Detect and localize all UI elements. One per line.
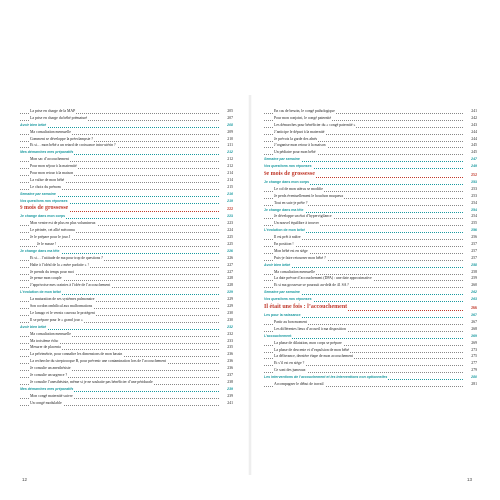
- toc-entry-page: 227: [227, 262, 233, 267]
- toc-entry-page: 214: [227, 171, 233, 176]
- toc-entry: [264, 296, 477, 303]
- toc-entry: [264, 367, 477, 374]
- left-page-toc: [20, 108, 233, 406]
- toc-entry: [20, 379, 233, 386]
- toc-entry-title: Ma troisième écho: [30, 338, 59, 343]
- toc-entry-page: 253: [471, 180, 477, 185]
- toc-entry-title: L’évolution de mon bébé: [264, 228, 306, 233]
- toc-entry-page: 219: [227, 198, 233, 203]
- toc-entry-page: 262: [471, 290, 477, 295]
- toc-entry: [20, 331, 233, 338]
- toc-entry-page: 227: [227, 269, 233, 274]
- toc-entry-title: Il était une fois : l’accouchement: [264, 304, 348, 311]
- toc-entry-title: Je change dans ma tête: [264, 207, 304, 212]
- toc-entry-page: 254: [471, 214, 477, 219]
- toc-entry-page: 257: [471, 248, 477, 253]
- toc-entry: [264, 227, 477, 234]
- toc-entry-title: Je le prépare pour le jour J: [30, 235, 71, 240]
- toc-entry-page: 223: [227, 214, 233, 219]
- toc-entry-page: 247: [471, 157, 477, 162]
- chapter-title: e mois de grossesse: [266, 171, 315, 178]
- toc-entry-title: La valise de mon bébé: [30, 177, 65, 182]
- toc-entry: [264, 262, 477, 269]
- toc-entry-title: Je pense mon couple: [30, 276, 62, 281]
- toc-entry-page: 279: [471, 368, 477, 373]
- toc-entry-page: 228: [227, 283, 233, 288]
- toc-entry-page: 212: [227, 157, 233, 162]
- toc-entry-title: Mesurer de placenta: [30, 345, 61, 350]
- toc-entry-title: Ma consultation mensuelle: [30, 129, 71, 134]
- toc-entry-title: Ce sont des jumeaux: [274, 368, 306, 373]
- toc-entry: [264, 108, 477, 115]
- toc-entry: [264, 241, 477, 248]
- toc-entry-page: 215: [227, 184, 233, 189]
- toc-entry-page: 254: [471, 200, 477, 205]
- toc-entry: [264, 115, 477, 122]
- toc-entry-page: 212: [227, 164, 233, 169]
- toc-entry-title: Vos questions nos réponses: [264, 297, 312, 302]
- toc-entry: [264, 347, 477, 354]
- toc-entry-page: 267: [471, 313, 477, 318]
- toc-entry: [20, 136, 233, 143]
- toc-entry-page: 273: [471, 347, 477, 352]
- toc-entry-title: Mon ventre est de plus en plus volumineux: [30, 221, 96, 226]
- toc-entry-page: 224: [227, 228, 233, 233]
- toc-entry: [264, 170, 477, 179]
- toc-entry: [20, 289, 233, 296]
- toc-entry-title: Je développe un état d’hypervigilance: [274, 214, 332, 219]
- toc-entry: [20, 198, 233, 205]
- chapter-title: mois de grossesse: [22, 205, 69, 212]
- toc-entry-title: Je prévois la garde des aînés: [274, 136, 318, 141]
- toc-entry-title: En position !: [274, 242, 294, 247]
- toc-entry-page: 205: [227, 109, 233, 113]
- toc-entry: [264, 149, 477, 156]
- toc-entry-page: 222: [227, 206, 233, 212]
- toc-entry: [264, 333, 477, 340]
- toc-entry-title: Je consulte un urgence ?: [30, 372, 68, 377]
- toc-entry: [264, 303, 477, 312]
- toc-entry-page: 230: [227, 317, 233, 322]
- toc-entry: [20, 358, 233, 365]
- toc-entry-page: 260: [471, 283, 477, 288]
- toc-entry-title: Mon sac d’accouchement: [30, 157, 69, 162]
- toc-entry-title: Avoir bien bébé: [20, 122, 47, 127]
- toc-entry-title: Halte à l’idéal de la « mère parfaite » !: [30, 262, 89, 267]
- toc-entry: [20, 213, 233, 220]
- toc-entry: [264, 248, 477, 255]
- toc-entry-title: Le périnée, cet allié méconnu: [30, 228, 75, 233]
- toc-entry-page: 258: [471, 262, 477, 267]
- toc-entry: [264, 319, 477, 326]
- toc-entry: [20, 317, 233, 324]
- toc-entry-page: 236: [227, 359, 233, 364]
- toc-entry-page: 263: [471, 297, 477, 302]
- toc-entry-page: 277: [471, 361, 477, 366]
- toc-entry-page: 245: [471, 150, 477, 155]
- toc-entry: [20, 220, 233, 227]
- toc-entry-page: 259: [471, 276, 477, 281]
- toc-entry-title: Pour mon retour à la maison: [30, 171, 74, 176]
- toc-entry-title: La phase de dilatation, mon corps se prépare: [274, 340, 342, 345]
- toc-entry-page: 267: [471, 319, 477, 324]
- toc-entry-title: Accompagner le début de travail: [274, 381, 324, 386]
- toc-entry: [20, 248, 233, 255]
- dot-leader: [20, 127, 219, 128]
- toc-entry: [20, 310, 233, 317]
- toc-entry-page: 249: [471, 164, 477, 169]
- toc-entry: [20, 177, 233, 184]
- toc-entry: [20, 163, 233, 170]
- toc-entry-title: Les démarches pour bénéficier du « congé paternité »: [274, 122, 356, 127]
- chapter-number: 9: [20, 206, 23, 212]
- right-page-toc: [264, 108, 477, 388]
- toc-entry-title: J’apprivoise mes craintes à l’idée de l’accouchement: [30, 283, 111, 288]
- toc-entry-title: Les pour la naissance: [264, 313, 301, 318]
- toc-entry: [20, 241, 233, 248]
- toc-entry: [264, 186, 477, 193]
- toc-entry-title: Je consulte l’anesthésiste, même si je ne souhaite pas bénéficier d’une péridurale: [30, 379, 153, 384]
- toc-entry-title: Mon bébé est en siège: [274, 248, 308, 253]
- toc-entry-page: 229: [227, 290, 233, 295]
- toc-entry: [264, 213, 477, 220]
- toc-entry: [20, 269, 233, 276]
- toc-entry-page: 268: [471, 326, 477, 331]
- toc-entry-title: Semaine par semaine: [264, 157, 300, 162]
- toc-entry: [264, 136, 477, 143]
- toc-entry-title: Et si… mon bébé a un retard de croissance intra-utérin ?: [30, 143, 116, 148]
- toc-entry-page: 232: [227, 331, 233, 336]
- toc-entry: [264, 207, 477, 214]
- toc-entry-page: 210: [227, 136, 233, 141]
- toc-entry: [20, 204, 233, 213]
- toc-entry-title: Tout en suis-je prête ?: [274, 200, 308, 205]
- toc-entry: [20, 400, 233, 407]
- toc-entry-page: 253: [471, 193, 477, 198]
- toc-entry-page: 266: [471, 305, 477, 311]
- toc-entry-page: 232: [227, 324, 233, 329]
- toc-entry-page: 275: [471, 354, 477, 359]
- toc-entry: [20, 255, 233, 262]
- toc-entry-page: 214: [227, 177, 233, 182]
- toc-entry: [20, 262, 233, 269]
- toc-entry-title: Semaine par semaine: [264, 290, 300, 295]
- toc-entry: [264, 200, 477, 207]
- dot-leader: [20, 329, 219, 330]
- toc-entry-page: 256: [471, 228, 477, 233]
- toc-entry-title: Je prends du temps pour moi: [30, 269, 74, 274]
- toc-entry: [264, 269, 477, 276]
- toc-entry: [264, 179, 477, 186]
- toc-entry-page: 230: [227, 310, 233, 315]
- book-gutter: [248, 95, 252, 475]
- toc-entry-page: 211: [227, 143, 233, 148]
- toc-entry-page: 244: [471, 129, 477, 134]
- toc-entry-page: 208: [227, 122, 233, 127]
- toc-entry: [264, 193, 477, 200]
- toc-entry-title: Et s’il est en siège ?: [274, 361, 305, 366]
- toc-entry-title: La délivrance, dernière étape de mon accouchement: [274, 354, 353, 359]
- toc-entry-title: Puis-je faire retourner mon bébé ?: [274, 255, 326, 260]
- toc-entry: [20, 142, 233, 149]
- toc-entry-title: L’évolution de mon bébé: [20, 290, 62, 295]
- toc-entry-title: En cas de besoin, le congé pathologique: [274, 109, 335, 113]
- toc-entry: [264, 282, 477, 289]
- toc-entry-page: 252: [471, 172, 477, 178]
- toc-entry: [20, 149, 233, 156]
- toc-entry-title: La prise en charge de la MAP: [30, 109, 76, 113]
- toc-entry: [20, 338, 233, 345]
- toc-entry-title: La date prévue d’accouchement (DPA) : une date approximative: [274, 276, 372, 281]
- toc-entry-title: Vos questions nos réponses: [20, 198, 68, 203]
- toc-entry-page: 256: [471, 235, 477, 240]
- dot-leader: [264, 338, 463, 339]
- toc-entry-title: Semaine par semaine: [20, 191, 56, 196]
- toc-entry-page: 241: [227, 400, 233, 405]
- toc-entry-page: 239: [227, 386, 233, 391]
- toc-entry-title: Il se prépare pour le « grand jour »: [30, 317, 83, 322]
- toc-entry: [20, 184, 233, 191]
- toc-entry: [20, 296, 233, 303]
- toc-entry: [264, 156, 477, 163]
- toc-entry-page: 258: [471, 269, 477, 274]
- toc-entry-title: J’organise mon retour à la maison: [274, 143, 326, 148]
- toc-entry: [20, 129, 233, 136]
- toc-entry: [20, 227, 233, 234]
- toc-entry-title: Partir au bon moment: [274, 319, 308, 324]
- toc-entry: [20, 393, 233, 400]
- toc-entry-page: 207: [227, 115, 233, 120]
- toc-entry-page: 269: [471, 340, 477, 345]
- toc-entry: [20, 170, 233, 177]
- toc-entry-title: J’anticipe le départ à la maternité: [274, 129, 325, 134]
- toc-entry-page: 238: [227, 379, 233, 384]
- toc-entry-title: La pelvimétrie, pour connaître les dimensions de mon bassin: [30, 352, 123, 357]
- toc-entry: [20, 191, 233, 198]
- dot-leader: [264, 267, 463, 268]
- toc-entry-title: Mes démarches mes préparatifs: [20, 386, 74, 391]
- toc-entry: [20, 365, 233, 372]
- toc-entry: [264, 381, 477, 388]
- toc-entry: [20, 386, 233, 393]
- toc-entry-title: Le lanugo et le vernix caseosa le protègent: [30, 310, 95, 315]
- toc-entry: [264, 353, 477, 360]
- toc-entry: [20, 234, 233, 241]
- toc-entry-page: 269: [471, 333, 477, 338]
- toc-entry-page: 226: [227, 248, 233, 253]
- toc-entry-page: 223: [227, 221, 233, 226]
- toc-entry-title: Le choix du prénom: [30, 184, 61, 189]
- toc-entry-page: 245: [471, 143, 477, 148]
- toc-entry-title: Les interventions de l’accouchement et les interventions non optionnelles: [264, 375, 388, 380]
- toc-entry-page: 229: [227, 304, 233, 309]
- toc-entry-page: 257: [471, 242, 477, 247]
- toc-entry: [264, 234, 477, 241]
- toc-entry: [264, 312, 477, 319]
- toc-entry-title: Ma consultation mensuelle: [274, 269, 315, 274]
- right-page-number: 13: [467, 477, 473, 482]
- toc-entry: [264, 360, 477, 367]
- toc-entry-title: Je le masse !: [37, 242, 57, 247]
- toc-entry: [20, 122, 233, 129]
- toc-entry: [20, 344, 233, 351]
- toc-entry-title: Il est prêt à naître: [274, 235, 301, 240]
- toc-entry-page: 228: [227, 276, 233, 281]
- toc-entry-title: Un pédiatre pour mon bébé: [274, 150, 316, 155]
- toc-entry-title: Pour mon conjoint, le congé paternité: [274, 115, 332, 120]
- toc-entry-page: 237: [227, 372, 233, 377]
- toc-entry: [264, 275, 477, 282]
- toc-entry-page: 236: [227, 366, 233, 371]
- toc-entry-page: 233: [227, 338, 233, 343]
- toc-entry-page: 281: [471, 381, 477, 386]
- toc-entry-title: La phase de descente et d’expulsion de mon bébé: [274, 347, 350, 352]
- toc-entry-title: La maturation de ses systèmes pulmonaire: [30, 297, 95, 302]
- toc-entry-title: Les différentes lieux d’accueil à ma disposition: [274, 326, 346, 331]
- toc-entry-title: La prise en charge du bébé prématuré: [30, 115, 88, 120]
- toc-entry-title: Son cordon ombilical aux malformations: [30, 304, 93, 309]
- toc-entry-title: Je change dans mon corps: [264, 180, 310, 185]
- toc-entry-title: L’accouchement: [264, 333, 292, 338]
- toc-entry: [264, 340, 477, 347]
- toc-entry-page: 257: [471, 255, 477, 260]
- toc-entry-title: Comment se développe la préeclampsie ?: [30, 136, 93, 141]
- toc-entry-title: Je change dans mon corps: [20, 214, 66, 219]
- toc-entry-page: 225: [227, 242, 233, 247]
- toc-entry: [264, 289, 477, 296]
- toc-entry-page: 254: [471, 207, 477, 212]
- toc-entry: [264, 163, 477, 170]
- toc-entry: [264, 326, 477, 333]
- toc-entry-page: 216: [227, 191, 233, 196]
- toc-entry: [264, 220, 477, 227]
- toc-entry-title: [264, 170, 316, 179]
- toc-entry-title: Un congé modulable: [30, 400, 62, 405]
- toc-entry: [20, 156, 233, 163]
- toc-entry-page: 236: [227, 352, 233, 357]
- toc-entry: [264, 122, 477, 129]
- toc-entry-page: 280: [471, 375, 477, 380]
- toc-entry-page: 212: [227, 150, 233, 155]
- toc-entry-page: 209: [227, 129, 233, 134]
- chapter-number: 9: [264, 172, 267, 178]
- toc-entry: [20, 275, 233, 282]
- toc-entry: [20, 324, 233, 331]
- toc-entry-page: 229: [227, 297, 233, 302]
- toc-entry-title: Mon congé maternité suivre: [30, 393, 73, 398]
- toc-entry-page: 253: [471, 186, 477, 191]
- toc-entry-page: 235: [227, 345, 233, 350]
- toc-entry-title: Ma consultation mensuelle: [30, 331, 71, 336]
- toc-entry: [20, 282, 233, 289]
- toc-entry: [20, 351, 233, 358]
- toc-entry-title: Le col de mon utérus se modifie: [274, 186, 323, 191]
- toc-entry-page: 255: [471, 221, 477, 226]
- toc-entry-page: 243: [471, 122, 477, 127]
- toc-entry: [20, 303, 233, 310]
- toc-entry: [264, 142, 477, 149]
- toc-entry-title: Pour mon séjour à la maternité: [30, 164, 77, 169]
- toc-entry-title: Avoir bien bébé: [264, 262, 291, 267]
- toc-entry-title: La recherche du streptocoque B, pour prévenir une contamination lors de l’accouchement: [30, 359, 166, 364]
- toc-entry-title: Je change dans ma tête: [20, 248, 60, 253]
- toc-entry-title: Je consulte un anesthésiste: [30, 366, 71, 371]
- toc-entry-title: Je perds éventuellement le bouchon muqueux: [274, 193, 344, 198]
- toc-entry: [264, 255, 477, 262]
- toc-entry: [20, 115, 233, 122]
- toc-entry-title: [20, 204, 69, 213]
- toc-entry: [20, 372, 233, 379]
- toc-entry-title: Et si ma grossesse se poursuit au-delà de 41 SA ?: [274, 283, 349, 288]
- toc-entry-title: Mes démarches mes préparatifs: [20, 150, 74, 155]
- toc-entry: [20, 108, 233, 115]
- toc-entry-title: Avoir bien bébé: [20, 324, 47, 329]
- left-page-number: 12: [22, 477, 28, 482]
- toc-entry: [264, 129, 477, 136]
- toc-entry-page: 244: [471, 136, 477, 141]
- toc-entry: [264, 374, 477, 381]
- toc-entry-page: 226: [227, 255, 233, 260]
- toc-entry-page: 241: [471, 109, 477, 113]
- toc-entry-page: 242: [471, 115, 477, 120]
- toc-entry-title: Et si… l’attitude de ma pour trop de questions ?: [30, 255, 103, 260]
- toc-entry-title: Vos questions nos réponses: [264, 164, 312, 169]
- toc-entry-title: Un nouvel équilibre à trouver: [274, 221, 319, 226]
- toc-entry-page: 239: [227, 393, 233, 398]
- toc-entry-page: 225: [227, 235, 233, 240]
